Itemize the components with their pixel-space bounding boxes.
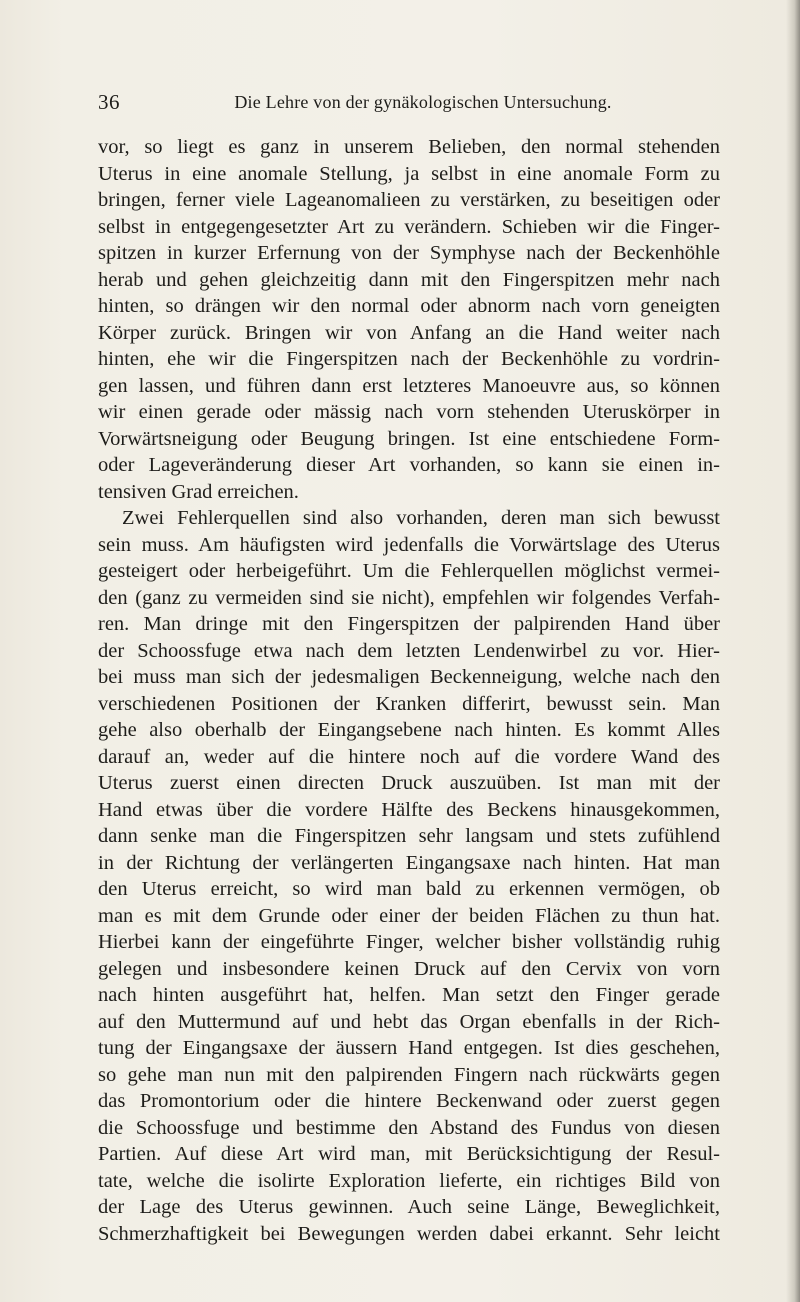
text-line: in der Richtung der verlängerten Eingangsaxe nach hinten. Hat man xyxy=(98,851,720,874)
text-line: oder Lageveränderung dieser Art vorhanden, so kann sie einen in- xyxy=(98,454,720,476)
text-line: wir einen gerade oder mässig nach vorn stehenden Uteruskörper in xyxy=(98,401,720,423)
text-line: Vorwärtsneigung oder Beugung bringen. Ist eine entschiedene Form- xyxy=(98,427,720,450)
text-line: herab und gehen gleichzeitig dann mit den Fingerspitzen mehr nach xyxy=(98,268,720,291)
text-line: selbst in entgegengesetzter Art zu verändern. Schieben wir die Finger- xyxy=(98,215,720,238)
text-line: bringen, ferner viele Lageanomalieen zu verstärken, zu beseitigen oder xyxy=(98,189,720,211)
page-header xyxy=(98,90,718,120)
text-line: das Promontorium oder die hintere Beckenwand oder zuerst gegen xyxy=(98,1090,720,1112)
text-line: der Schoossfuge etwa nach dem letzten Lendenwirbel zu vor. Hier- xyxy=(98,639,720,662)
text-line: tensiven Grad erreichen. xyxy=(98,480,299,503)
text-line: nach hinten ausgeführt hat, helfen. Man setzt den Finger gerade xyxy=(98,984,720,1006)
text-line: auf den Muttermund auf und hebt das Organ ebenfalls in der Rich- xyxy=(98,1010,720,1033)
text-line: bei muss man sich der jedesmaligen Beckenneigung, welche nach den xyxy=(98,666,720,688)
text-line: gen lassen, und führen dann erst letzteres Manoeuvre aus, so können xyxy=(98,374,720,397)
page-number: 36 xyxy=(98,90,120,114)
text-line: gehe also oberhalb der Eingangsebene nach hinten. Es kommt Alles xyxy=(98,719,720,741)
text-line: Uterus zuerst einen directen Druck auszuüben. Ist man mit der xyxy=(98,772,720,794)
text-line: Uterus in eine anomale Stellung, ja selbst in eine anomale Form zu xyxy=(98,162,720,185)
text-line: den (ganz zu vermeiden sind sie nicht), empfehlen wir folgendes Verfah- xyxy=(98,586,720,609)
text-line: vor, so liegt es ganz in unserem Belieben, den normal stehenden xyxy=(98,136,720,158)
text-line: tate, welche die isolirte Exploration lieferte, ein richtiges Bild von xyxy=(98,1169,720,1192)
text-line: verschiedenen Positionen der Kranken differirt, bewusst sein. Man xyxy=(98,692,720,715)
running-title: Die Lehre von der gynäkologischen Untersuchung. xyxy=(234,92,612,112)
text-line: Hand etwas über die vordere Hälfte des Beckens hinausgekommen, xyxy=(98,798,720,821)
text-line: darauf an, weder auf die hintere noch auf die vordere Wand des xyxy=(98,745,720,768)
text-line: Körper zurück. Bringen wir von Anfang an die Hand weiter nach xyxy=(98,321,720,344)
text-line: Schmerzhaftigkeit bei Bewegungen werden dabei erkannt. Sehr leicht xyxy=(98,1222,720,1245)
text-line: Hierbei kann der eingeführte Finger, welcher bisher vollständig ruhig xyxy=(98,931,720,953)
text-line: Zwei Fehlerquellen sind also vorhanden, deren man sich bewusst xyxy=(122,507,720,529)
text-line: hinten, ehe wir die Fingerspitzen nach der Beckenhöhle zu vordrin- xyxy=(98,348,720,370)
text-line: sein muss. Am häufigsten wird jedenfalls die Vorwärtslage des Uterus xyxy=(98,533,720,556)
text-line: man es mit dem Grunde oder einer der beiden Flächen zu thun hat. xyxy=(98,904,720,927)
text-line: die Schoossfuge und bestimme den Abstand des Fundus von diesen xyxy=(98,1116,720,1139)
text-line: gesteigert oder herbeigeführt. Um die Fehlerquellen möglichst vermei- xyxy=(98,560,720,582)
text-line: hinten, so drängen wir den normal oder abnorm nach vorn geneigten xyxy=(98,295,720,317)
page-edge-shadow xyxy=(786,0,800,1302)
text-line: spitzen in kurzer Erfernung von der Symphyse nach der Beckenhöhle xyxy=(98,242,720,264)
text-line: dann senke man die Fingerspitzen sehr langsam und stets zufühlend xyxy=(98,825,720,847)
text-line: den Uterus erreicht, so wird man bald zu erkennen vermögen, ob xyxy=(98,878,720,900)
text-line: Partien. Auf diese Art wird man, mit Berücksichtigung der Resul- xyxy=(98,1143,720,1165)
text-line: so gehe man nun mit den palpirenden Fingern nach rückwärts gegen xyxy=(98,1063,720,1086)
text-line: der Lage des Uterus gewinnen. Auch seine Länge, Beweglichkeit, xyxy=(98,1196,720,1218)
text-line: gelegen und insbesondere keinen Druck auf den Cervix von vorn xyxy=(98,957,720,980)
text-line: ren. Man dringe mit den Fingerspitzen der palpirenden Hand über xyxy=(98,613,720,635)
text-line: tung der Eingangsaxe der äussern Hand entgegen. Ist dies geschehen, xyxy=(98,1037,720,1059)
body-text xyxy=(98,134,720,1247)
